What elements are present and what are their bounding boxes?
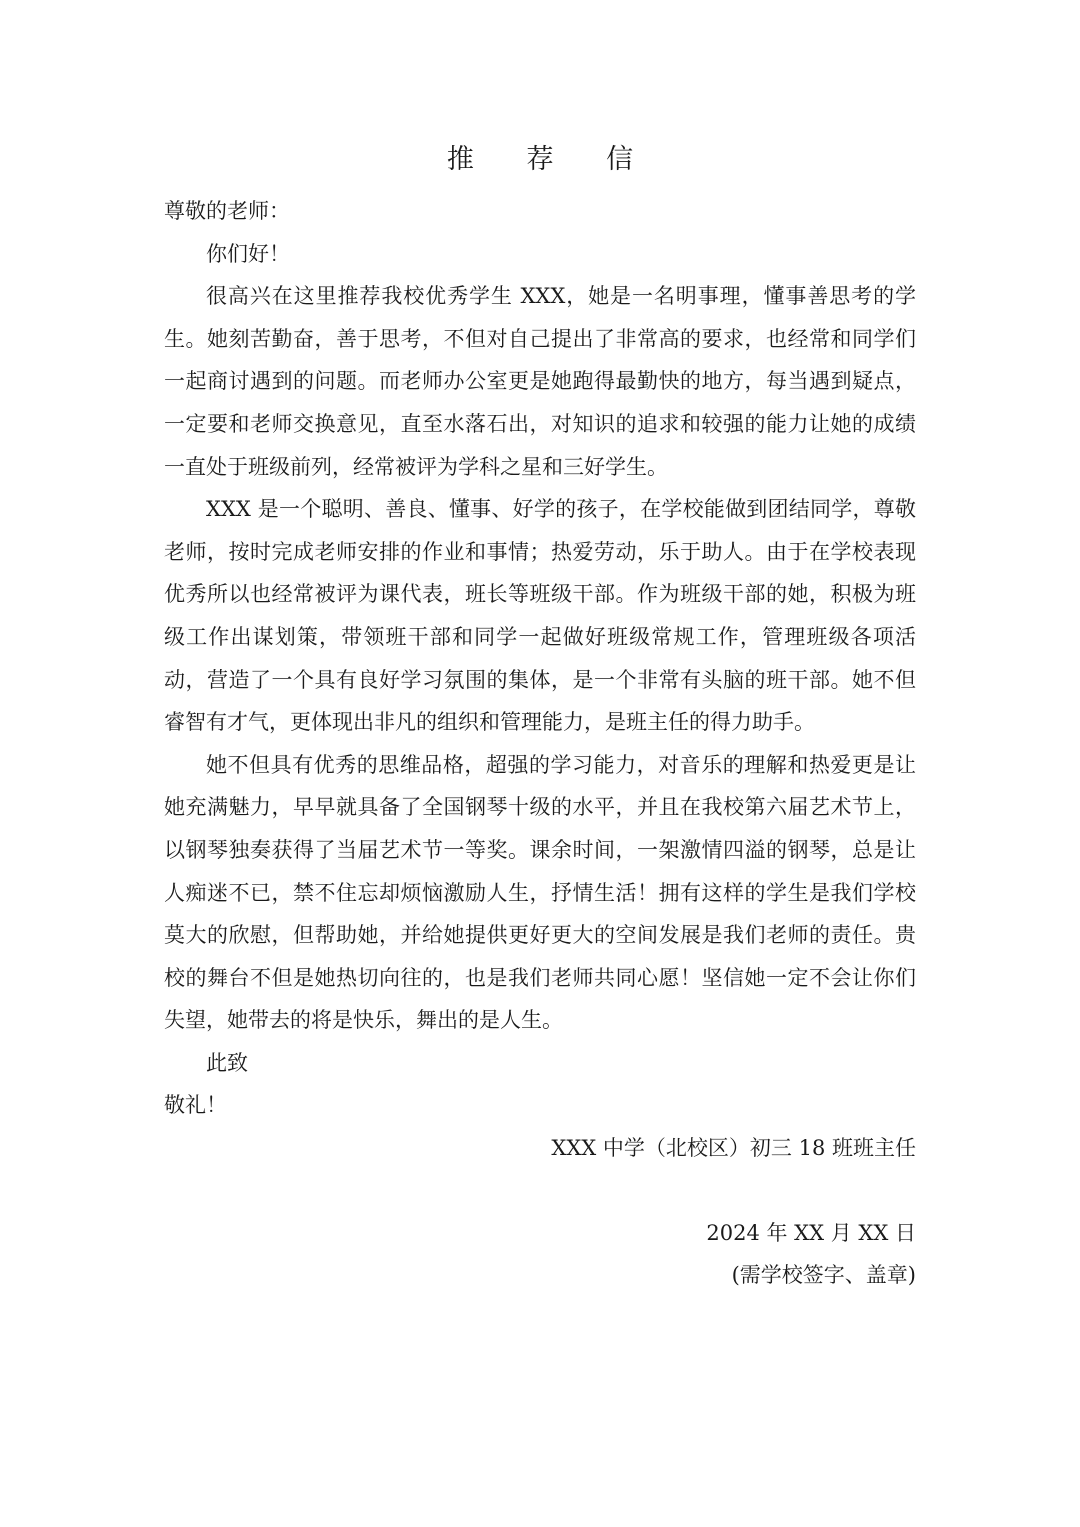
signature: XXX 中学（北校区）初三 18 班班主任 xyxy=(551,1136,916,1161)
closing-line-2: 敬礼！ xyxy=(164,1093,227,1118)
letter-body xyxy=(164,190,916,1297)
spacer xyxy=(164,1170,916,1212)
paragraph-1: 很高兴在这里推荐我校优秀学生 XXX，她是一名明事理，懂事善思考的学生。她刻苦勤奋，善于思考，不但对自己提出了非常高的要求，也经常和同学们一起商讨遇到的问题。而老师办公室更是她跑得最勤快的地方，每当遇到疑点，一定要和老师交换意见，直至水落石出，对知识的追求和较强的能力让她的成绩一直处于班级前列，经常被评为学科之星和三好学生。 xyxy=(164,284,916,479)
paragraph-2: XXX 是一个聪明、善良、懂事、好学的孩子，在学校能做到团结同学，尊敬老师，按时完成老师安排的作业和事情；热爱劳动，乐于助人。由于在学校表现优秀所以也经常被评为课代表，班长等班级干部。作为班级干部的她，积极为班级工作出谋划策，带领班干部和同学一起做好班级常规工作，管理班级各项活动，营造了一个具有良好学习氛围的集体，是一个非常有头脑的班干部。她不但睿智有才气，更体现出非凡的组织和管理能力，是班主任的得力助手。 xyxy=(164,497,916,735)
closing-line-1: 此致 xyxy=(206,1050,248,1075)
date: 2024 年 XX 月 XX 日 xyxy=(706,1220,916,1245)
stamp-note: (需学校签字、盖章) xyxy=(731,1263,916,1288)
paragraph-3: 她不但具有优秀的思维品格，超强的学习能力，对音乐的理解和热爱更是让她充满魅力，早早就具备了全国钢琴十级的水平，并且在我校第六届艺术节上，以钢琴独奏获得了当届艺术节一等奖。课余时间，一架激情四溢的钢琴，总是让人痴迷不已，禁不住忘却烦恼激励人生，抒情生活！拥有这样的学生是我们学校莫大的欣慰，但帮助她，并给她提供更好更大的空间发展是我们老师的责任。贵校的舞台不但是她热切向往的，也是我们老师共同心愿！坚信她一定不会让你们失望，她带去的将是快乐，舞出的是人生。 xyxy=(164,752,916,1033)
greeting: 你们好！ xyxy=(206,241,290,266)
salutation: 尊敬的老师： xyxy=(164,199,290,223)
page-title: 推 荐 信 xyxy=(446,144,656,175)
